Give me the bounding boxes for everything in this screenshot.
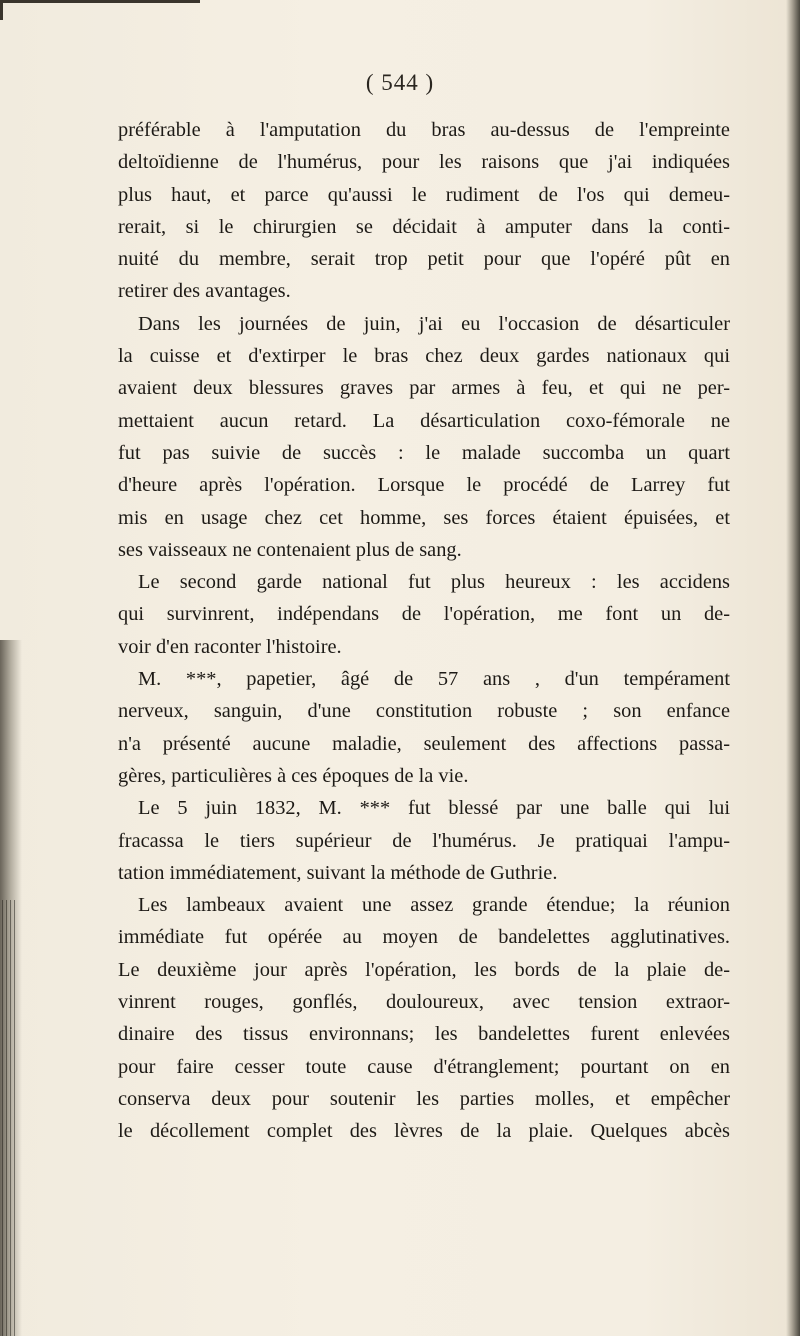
text-line: voir d'en raconter l'histoire. xyxy=(118,635,342,658)
text-line: dinaire des tissus environnans; les bandelettes furent enlevées xyxy=(118,1023,730,1046)
text-line: deltoïdienne de l'humérus, pour les raisons que j'ai indiquées xyxy=(118,151,730,174)
text-line: fracassa le tiers supérieur de l'humérus. Je pratiquai l'ampu- xyxy=(118,829,730,852)
text-line: vinrent rouges, gonflés, douloureux, avec tension extraor- xyxy=(118,991,730,1014)
top-rule xyxy=(0,0,200,3)
text-line: pour faire cesser toute cause d'étranglement; pourtant on en xyxy=(118,1055,730,1078)
text-line: immédiate fut opérée au moyen de bandelettes agglutinatives. xyxy=(118,926,730,949)
text-line: tation immédiatement, suivant la méthode de Guthrie. xyxy=(118,861,558,884)
text-line: ses vaisseaux ne contenaient plus de sang. xyxy=(118,538,462,561)
text-line: nerveux, sanguin, d'une constitution robuste ; son enfance xyxy=(118,700,730,723)
top-corner-mark xyxy=(0,0,3,20)
text-line: le décollement complet des lèvres de la plaie. Quelques abcès xyxy=(118,1120,730,1143)
text-line: fut pas suivie de succès : le malade succomba un quart xyxy=(118,441,730,464)
text-line: nuité du membre, serait trop petit pour que l'opéré pût en xyxy=(118,248,730,271)
text-line: n'a présenté aucune maladie, seulement des affections passa- xyxy=(118,732,730,755)
text-line: retirer des avantages. xyxy=(118,280,291,303)
text-line: Dans les journées de juin, j'ai eu l'occasion de désarticuler xyxy=(138,312,730,335)
text-line: rerait, si le chirurgien se décidait à amputer dans la conti- xyxy=(118,215,730,238)
body-text xyxy=(118,114,730,1148)
binding-edge xyxy=(2,900,16,1336)
page-number: ( 544 ) xyxy=(365,70,435,95)
text-line: M. ***, papetier, âgé de 57 ans , d'un tempérament xyxy=(138,668,730,691)
text-line: Les lambeaux avaient une assez grande étendue; la réunion xyxy=(138,894,730,917)
text-line: d'heure après l'opération. Lorsque le procédé de Larrey fut xyxy=(118,474,730,497)
text-line: mettaient aucun retard. La désarticulation coxo-fémorale ne xyxy=(118,409,730,432)
text-line: Le 5 juin 1832, M. *** fut blessé par une balle qui lui xyxy=(138,797,730,820)
text-line: conserva deux pour soutenir les parties molles, et empêcher xyxy=(118,1087,730,1110)
text-line: qui survinrent, indépendans de l'opération, me font un de- xyxy=(118,603,730,626)
text-line: avaient deux blessures graves par armes à feu, et qui ne per- xyxy=(118,377,730,400)
text-line: la cuisse et d'extirper le bras chez deux gardes nationaux qui xyxy=(118,345,730,368)
text-line: Le second garde national fut plus heureux : les accidens xyxy=(138,571,730,594)
text-line: préférable à l'amputation du bras au-dessus de l'empreinte xyxy=(118,119,730,141)
text-line: Le deuxième jour après l'opération, les bords de la plaie de- xyxy=(118,958,730,981)
text-line: mis en usage chez cet homme, ses forces étaient épuisées, et xyxy=(118,506,730,529)
page-edge-shadow xyxy=(786,0,800,1336)
text-line: gères, particulières à ces époques de la vie. xyxy=(118,764,469,787)
text-line: plus haut, et parce qu'aussi le rudiment de l'os qui demeu- xyxy=(118,183,730,206)
